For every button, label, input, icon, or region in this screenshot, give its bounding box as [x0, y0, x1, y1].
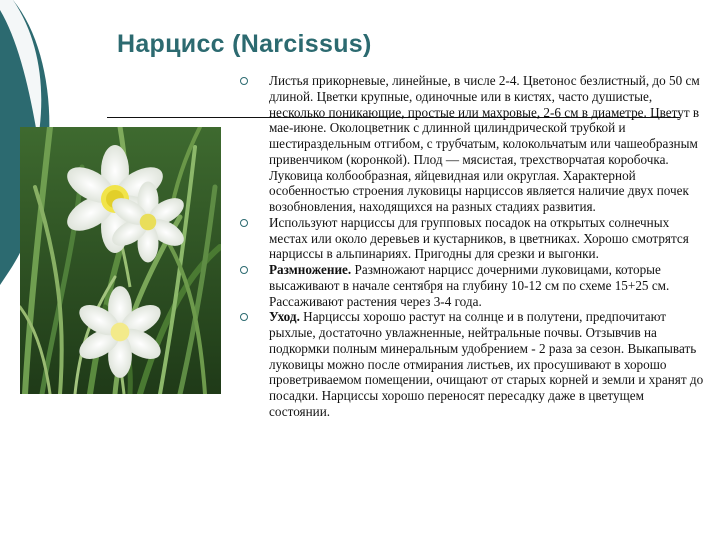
bullet-text: Используют нарциссы для групповых посадок на открытых солнечных местах или около деревьев и кустарников, в цветниках. Хорошо смотрятся нарциссы в альпинариях. Пригодны для срезки и выгонки. — [269, 214, 689, 262]
bullet-care — [240, 309, 706, 419]
bullet-lead: Уход. — [269, 309, 300, 325]
bullet-text: Размножают нарцисс дочерними луковицами, которые высаживают в начале сентября на глубину 10-12 см по схеме 15+25 см. Рассаживают растения через 3-4 года. — [269, 262, 670, 309]
bullet-circle-icon — [240, 77, 248, 85]
bullet-list — [240, 73, 706, 420]
bullet-text: Листья прикорневые, линейные, в числе 2-4. Цветонос безлистный, до 50 см длиной. Цветки крупные, одиночные или в кистях, часто душистые, несколько поникающие, простые или махровые, 2-6 см в диаметре. Цветут в мае-июне. Околоцветник с длинной цилиндрической трубкой и шестираздельным отгибом, с трубчатым, колокольчатым или чашеобразным привенчиком (коронкой). Плод — мясистая, трехстворчатая коробочка. Луковица колбообразная, яйцевидная или округлая. Характерной особенностью строения луковицы нарциссов является наличие двух почек возобновления, находящихся на разных стадиях развития. — [269, 73, 700, 214]
bullet-text: Нарциссы хорошо растут на солнце и в полутени, предпочитают рыхлые, достаточно увлажненные, нейтральные почвы. Отзывчив на подкормки полным минеральным удобрением - 2 раза за сезон. Выкапывать луковицы можно после отмирания листьев, их просушивают в хорошо проветриваемом помещении, очищают от старых корней и земли и хранят до посадки. Нарциссы хорошо переносят пересадку даже в цветущем состоянии. — [269, 309, 704, 419]
bullet-circle-icon — [240, 313, 248, 321]
narcissus-image — [20, 127, 221, 394]
bullet-circle-icon — [240, 219, 248, 227]
slide-title: Нарцисс (Narcissus) — [117, 30, 372, 58]
narcissus-photo — [20, 127, 221, 394]
bullet-description — [240, 73, 706, 215]
bullet-lead: Размножение. — [269, 262, 352, 277]
bullet-propagation — [240, 262, 706, 309]
bullet-circle-icon — [240, 266, 248, 274]
bullet-usage — [240, 215, 706, 262]
